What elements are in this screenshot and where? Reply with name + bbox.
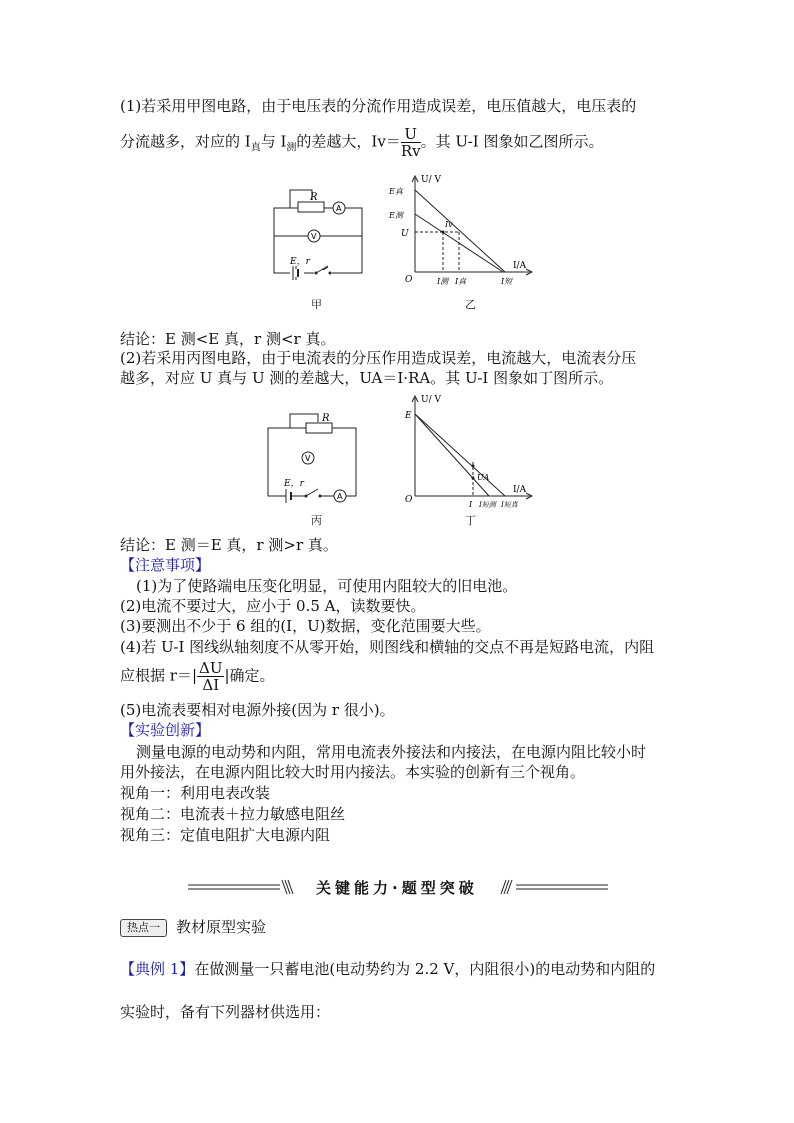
notes-heading: 【注意事项】 [120, 556, 211, 574]
resistor-label: R [310, 192, 318, 203]
i-label: I [469, 500, 473, 509]
caption-bing: 丙 [311, 514, 322, 527]
source-label: E，r [284, 479, 304, 489]
ui-graph-ding [385, 392, 535, 510]
note-4-line2: 应根据 r＝| $\frac{\Delta U}{\Delta I}$ |确定。 [120, 659, 275, 694]
iv-label: Iv [445, 220, 453, 229]
caption-yi: 乙 [465, 298, 476, 311]
e-label: E [405, 411, 412, 421]
axis-u-label: U/ V [421, 395, 441, 405]
conclusion2: 结论：E 测＝E 真，r 测>r 真。 [120, 536, 338, 554]
u-label: U [401, 229, 409, 239]
caption-jia: 甲 [311, 298, 322, 311]
resistor-label: R [322, 413, 330, 424]
fraction-du-over-di: $\frac{\Delta U}{\Delta I}$ [199, 659, 223, 694]
ua-label: UA [477, 473, 490, 482]
i-zhen-label: I真 [455, 277, 467, 286]
e-zhen-label: E真 [389, 187, 403, 196]
axis-u-label: U/ V [421, 175, 441, 185]
note-3: (3)要测出不少于 6 组的(I，U)数据，变化范围要大些。 [120, 617, 491, 635]
voltmeter-label: V [311, 232, 317, 241]
innovation-p2: 用外接法，在电源内阻比较大时用内接法。本实验的创新有三个视角。 [120, 763, 586, 781]
i-duance-label: I短测 [479, 501, 496, 509]
ui-graph-yi [385, 172, 535, 294]
innovation-p1: 测量电源的电动势和内阻，常用电流表外接法和内接法，在电源内阻比较小时 [136, 743, 647, 761]
example-label: 【典例 1】 [120, 960, 195, 978]
circuit-diagram-jia [262, 180, 372, 280]
ammeter-label: A [336, 204, 342, 213]
section2-line2: 越多，对应 U 真与 U 测的差越大，UA＝I·RA。其 U-I 图象如丁图所示。 [120, 369, 614, 387]
voltmeter-label: V [305, 454, 311, 463]
caption-ding: 丁 [465, 514, 476, 527]
axis-i-label: I/A [513, 485, 527, 495]
section-banner-title: 关键能力·题型突破 [316, 879, 478, 897]
conclusion1: 结论：E 测<E 真，r 测<r 真。 [120, 330, 336, 348]
source-label: E，r [290, 257, 310, 267]
ammeter-label: A [337, 492, 343, 501]
note-2: (2)电流不要过大，应小于 0.5 A，读数要快。 [120, 597, 426, 615]
origin-label: O [405, 495, 413, 505]
origin-label: O [405, 275, 413, 285]
i-ce-label: I测 [437, 277, 449, 286]
viewpoint-3: 视角三：定值电阻扩大电源内阻 [120, 826, 331, 844]
section1-line1: (1)若采用甲图电路，由于电压表的分流作用造成误差，电压值越大，电压表的 [120, 97, 637, 115]
hotspot-tag: 热点一 [120, 919, 167, 937]
innovation-heading: 【实验创新】 [120, 721, 211, 739]
section1-line2: 分流越多，对应的 $I_真$与 $I_测$的差越大，Iv＝ $\frac{U}{Rv}$ 。其 U-I 图象如乙图所示。 [120, 125, 604, 160]
hotspot-title: 教材原型实验 [176, 918, 267, 936]
note-1: (1)为了使路端电压变化明显，可使用内阻较大的旧电池。 [136, 577, 518, 595]
viewpoint-1: 视角一：利用电表改装 [120, 784, 271, 802]
viewpoint-2: 视角二：电流表＋拉力敏感电阻丝 [120, 805, 346, 823]
axis-i-label: I/A [513, 261, 527, 271]
circuit-diagram-bing [262, 410, 372, 506]
note-5: (5)电流表要相对电源外接(因为 r 很小)。 [120, 701, 395, 719]
i-duanzhen-label: I短真 [501, 501, 518, 509]
example-line1: 【典例 1】在做测量一只蓄电池(电动势约为 2.2 V，内阻很小)的电动势和内阻的 [120, 960, 656, 978]
example-line2: 实验时，备有下列器材供选用： [120, 1003, 331, 1021]
note-4-line1: (4)若 U-I 图线纵轴刻度不从零开始，则图线和横轴的交点不再是短路电流，内阻 [120, 638, 655, 656]
i-duan-label: I短 [501, 277, 513, 286]
section2-line1: (2)若采用丙图电路，由于电流表的分压作用造成误差，电流越大，电流表分压 [120, 349, 637, 367]
fraction-u-over-rv: $\frac{U}{Rv}$ [400, 125, 421, 160]
e-ce-label: E测 [389, 211, 403, 220]
